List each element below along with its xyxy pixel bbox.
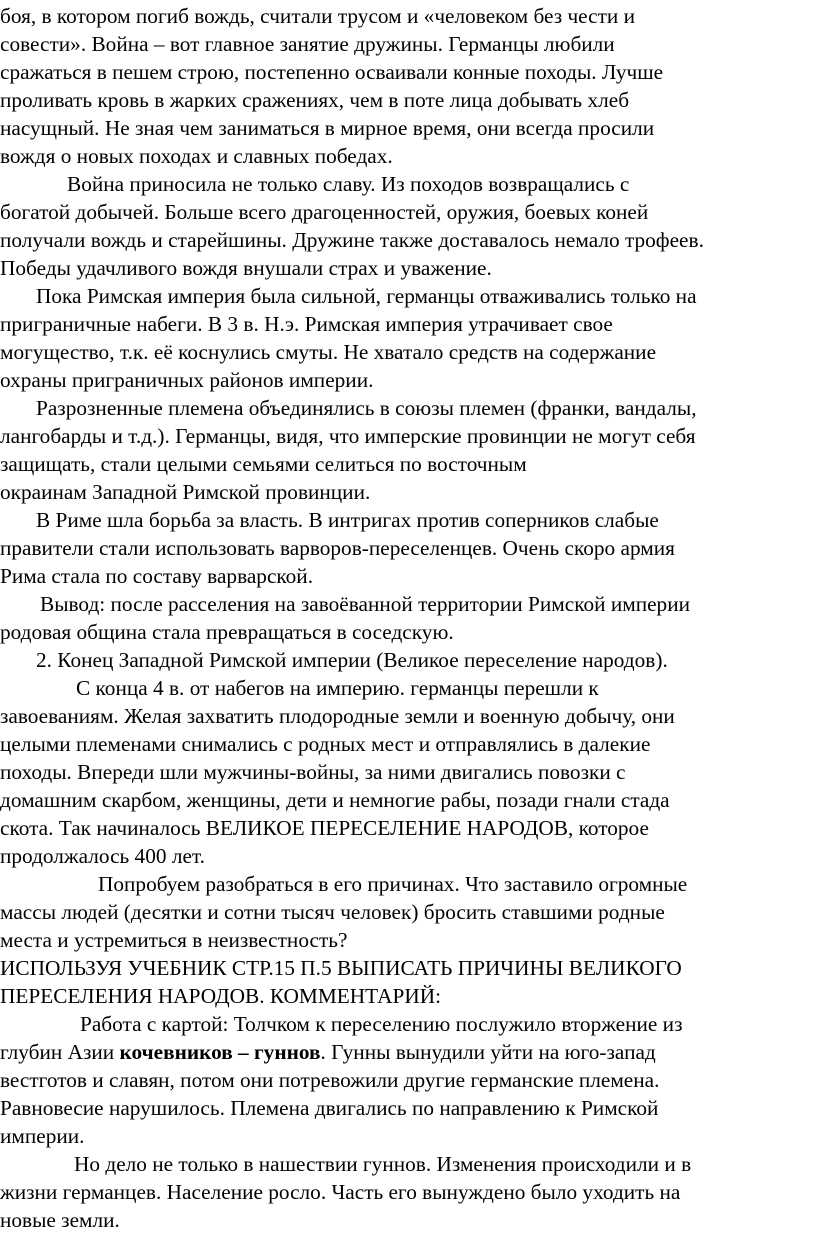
text-line: завоеваниям. Желая захватить плодородные земли и военную добычу, они (0, 704, 675, 728)
text-line: Рима стала по составу варварской. (0, 564, 314, 588)
text-line: массы людей (десятки и сотни тысяч человек) бросить ставшими родные (0, 900, 665, 924)
text-line: вождя о новых походах и славных победах. (0, 144, 393, 168)
text-line: приграничные набеги. В 3 в. Н.э. Римская империя утрачивает свое (0, 312, 613, 336)
text-line: защищать, стали целыми семьями селиться по восточным (0, 452, 527, 476)
text-line: правители стали использовать варворов-переселенцев. Очень скоро армия (0, 536, 675, 560)
assignment-line: ИСПОЛЬЗУЯ УЧЕБНИК СТР.15 П.5 ВЫПИСАТЬ ПРИЧИНЫ ВЕЛИКОГО (0, 956, 682, 980)
text-line: Разрозненные племена объединялись в союзы племен (франки, вандалы, (36, 396, 697, 420)
text-line: получали вождь и старейшины. Дружине также доставалось немало трофеев. (0, 228, 704, 252)
text-run: глубин Азии (0, 1040, 120, 1064)
section-heading: 2. Конец Западной Римской империи (Великое переселение народов). (36, 648, 668, 672)
text-line: походы. Впереди шли мужчины-войны, за ними двигались повозки с (0, 760, 626, 784)
text-line: империи. (0, 1124, 85, 1148)
text-line: Пока Римская империя была сильной, германцы отваживались только на (36, 284, 697, 308)
text-line: места и устремиться в неизвестность? (0, 928, 348, 952)
text-line: охраны приграничных районов империи. (0, 368, 374, 392)
text-line: лангобарды и т.д.). Германцы, видя, что имперские провинции не могут себя (0, 424, 696, 448)
text-line: боя, в котором погиб вождь, считали трусом и «человеком без чести и (0, 4, 636, 28)
text-line: Работа с картой: Толчком к переселению послужило вторжение из (80, 1012, 683, 1036)
text-line: новые земли. (0, 1208, 120, 1232)
text-line: В Риме шла борьба за власть. В интригах против соперников слабые (36, 508, 659, 532)
text-line: окраинам Западной Римской провинции. (0, 480, 371, 504)
text-line (0, 1039, 656, 1067)
text-line: совести». Война – вот главное занятие дружины. Германцы любили (0, 32, 615, 56)
text-line: скота. Так начиналось ВЕЛИКОЕ ПЕРЕСЕЛЕНИЕ НАРОДОВ, которое (0, 816, 649, 840)
text-line: Победы удачливого вождя внушали страх и уважение. (0, 256, 492, 280)
text-line: родовая община стала превращаться в соседскую. (0, 620, 454, 644)
text-line: продолжалось 400 лет. (0, 844, 205, 868)
text-line: сражаться в пешем строю, постепенно осваивали конные походы. Лучше (0, 60, 664, 84)
text-line: целыми племенами снимались с родных мест и отправлялись в далекие (0, 732, 651, 756)
text-line: С конца 4 в. от набегов на империю. германцы перешли к (76, 676, 599, 700)
text-line: Равновесие нарушилось. Племена двигались по направлению к Римской (0, 1096, 659, 1120)
text-line: Вывод: после расселения на завоёванной территории Римской империи (40, 592, 690, 616)
text-line: Война приносила не только славу. Из походов возвращались с (67, 172, 630, 196)
text-line: насущный. Не зная чем заниматься в мирное время, они всегда просили (0, 116, 655, 140)
text-line: могущество, т.к. её коснулись смуты. Не хватало средств на содержание (0, 340, 657, 364)
text-line: богатой добычей. Больше всего драгоценностей, оружия, боевых коней (0, 200, 649, 224)
text-line: домашним скарбом, женщины, дети и немногие рабы, позади гнали стада (0, 788, 670, 812)
assignment-line: ПЕРЕСЕЛЕНИЯ НАРОДОВ. КОММЕНТАРИЙ: (0, 984, 442, 1008)
text-line: жизни германцев. Население росло. Часть его вынуждено было уходить на (0, 1180, 681, 1204)
text-line: Попробуем разобраться в его причинах. Что заставило огромные (98, 872, 688, 896)
text-run: . Гунны вынудили уйти на юго-запад (320, 1040, 656, 1064)
text-line: Но дело не только в нашествии гуннов. Изменения происходили и в (74, 1152, 692, 1176)
text-line: проливать кровь в жарких сражениях, чем в поте лица добывать хлеб (0, 88, 630, 112)
text-line: вестготов и славян, потом они потревожили другие германские племена. (0, 1068, 660, 1092)
bold-term: кочевников – гуннов (119, 1040, 321, 1064)
